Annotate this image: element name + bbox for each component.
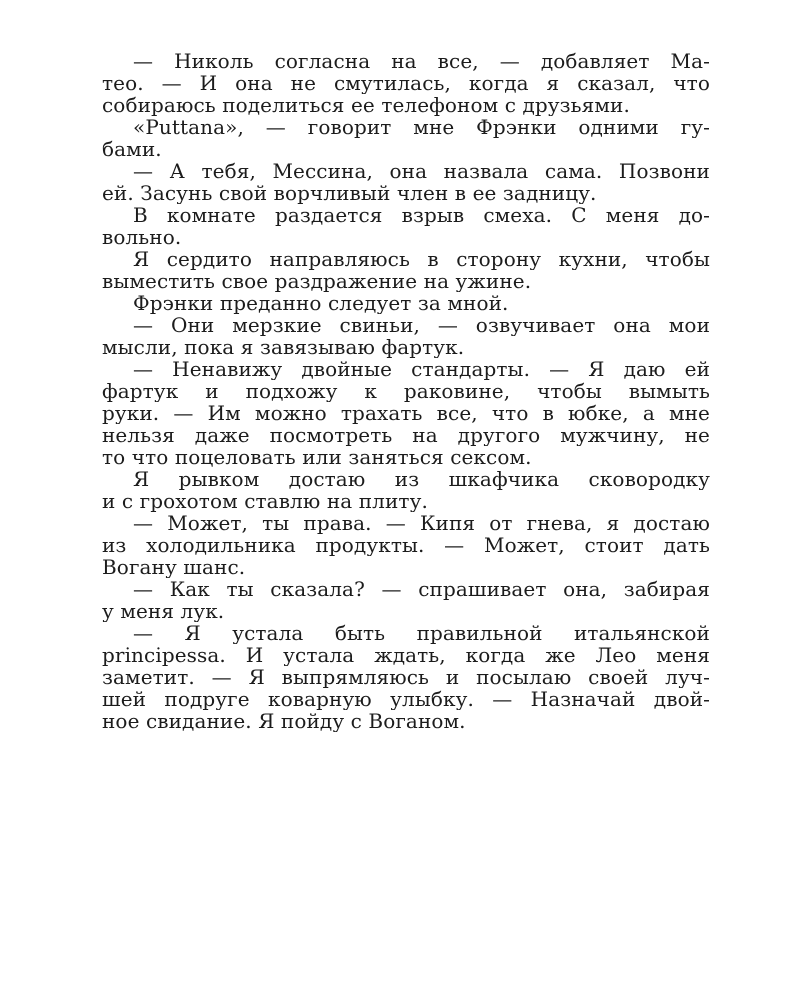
paragraph-12	[102, 622, 710, 732]
text-line: из холодильника продукты. — Может, стоит дать	[102, 534, 710, 556]
paragraph-7	[102, 314, 710, 358]
paragraph-9	[102, 468, 710, 512]
text-line: В комнате раздается взрыв смеха. С меня до-	[133, 204, 710, 226]
text-line: Я сердито направляюсь в сторону кухни, чтобы	[133, 248, 710, 270]
text-line: и с грохотом ставлю на плиту.	[102, 490, 428, 512]
text-line: — А тебя, Мессина, она назвала сама. Позвони	[133, 160, 710, 182]
paragraph-10	[102, 512, 710, 578]
text-line: principessa. И устала ждать, когда же Лео меня	[102, 644, 710, 666]
text-line: — Может, ты права. — Кипя от гнева, я достаю	[133, 512, 710, 534]
text-line: тео. — И она не смутилась, когда я сказал, что	[102, 72, 710, 94]
text-line: Я рывком достаю из шкафчика сковородку	[133, 468, 710, 490]
paragraph-8	[102, 358, 710, 468]
text-line: ное свидание. Я пойду с Воганом.	[102, 710, 466, 732]
paragraph-1	[102, 50, 710, 116]
paragraph-11	[102, 578, 710, 622]
text-line: руки. — Им можно трахать все, что в юбке, а мне	[102, 402, 710, 424]
text-line: — Как ты сказала? — спрашивает она, забирая	[133, 578, 710, 600]
text-line: Фрэнки преданно следует за мной.	[133, 292, 509, 314]
paragraph-2	[102, 116, 710, 160]
text-line: бами.	[102, 138, 162, 160]
text-line: нельзя даже посмотреть на другого мужчину, не	[102, 424, 710, 446]
text-line: — Они мерзкие свиньи, — озвучивает она мои	[133, 314, 710, 336]
paragraph-3	[102, 160, 710, 204]
text-line: — Я устала быть правильной итальянской	[133, 622, 710, 644]
page-text	[102, 50, 710, 732]
text-line: фартук и подхожу к раковине, чтобы вымыть	[102, 380, 710, 402]
text-line: шей подруге коварную улыбку. — Назначай двой-	[102, 688, 710, 710]
text-line: ей. Засунь свой ворчливый член в ее задницу.	[102, 182, 597, 204]
text-line: — Николь согласна на все, — добавляет Ма-	[133, 50, 710, 72]
text-line: вольно.	[102, 226, 182, 248]
text-line: заметит. — Я выпрямляюсь и посылаю своей луч-	[102, 666, 710, 688]
text-line: выместить свое раздражение на ужине.	[102, 270, 532, 292]
paragraph-4	[102, 204, 710, 248]
text-line: собираюсь поделиться ее телефоном с друзьями.	[102, 94, 630, 116]
text-line: мысли, пока я завязываю фартук.	[102, 336, 465, 358]
text-line: то что поцеловать или заняться сексом.	[102, 446, 532, 468]
paragraph-6	[102, 292, 710, 314]
paragraph-5	[102, 248, 710, 292]
text-line: — Ненавижу двойные стандарты. — Я даю ей	[133, 358, 710, 380]
text-line: Вогану шанс.	[102, 556, 246, 578]
text-line: у меня лук.	[102, 600, 225, 622]
text-line: «Puttana», — говорит мне Фрэнки одними гу-	[133, 116, 710, 138]
